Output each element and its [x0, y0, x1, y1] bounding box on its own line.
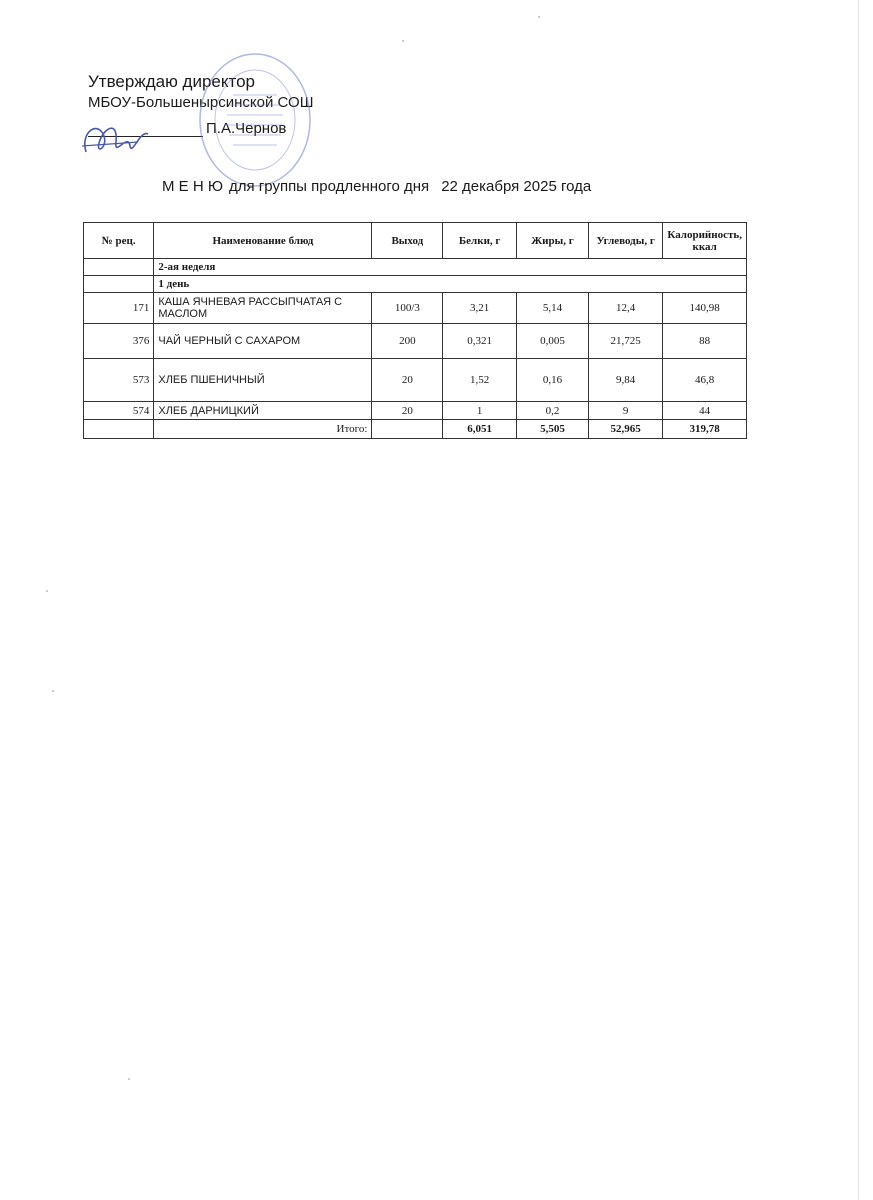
total-output-blank: [372, 420, 443, 439]
total-label: Итого:: [154, 420, 372, 439]
dish-protein: 1: [443, 402, 517, 420]
scan-speck: [52, 690, 54, 692]
scan-speck: [46, 590, 48, 592]
dish-carbs: 9,84: [588, 359, 662, 402]
header-output: Выход: [372, 223, 443, 259]
approval-title: Утверждаю директор: [88, 72, 256, 91]
recipe-no: 573: [84, 359, 154, 402]
total-protein: 6,051: [443, 420, 517, 439]
dish-carbs: 9: [588, 402, 662, 420]
title-date: 22 декабря 2025 года: [441, 178, 592, 195]
dish-fat: 0,16: [517, 359, 589, 402]
table-row: [84, 293, 747, 324]
day-row-blank: [84, 276, 154, 293]
dish-output: 20: [372, 359, 443, 402]
header-protein: Белки, г: [443, 223, 517, 259]
recipe-no: 376: [84, 324, 154, 359]
dish-kcal: 88: [663, 324, 747, 359]
dish-output: 100/3: [372, 293, 443, 324]
total-fat: 5,505: [517, 420, 589, 439]
day-label: 1 день: [154, 276, 747, 293]
title-group: для группы продленного дня: [229, 178, 430, 195]
week-row-blank: [84, 259, 154, 276]
dish-fat: 0,2: [517, 402, 589, 420]
dish-fat: 0,005: [517, 324, 589, 359]
scan-edge: [858, 0, 859, 1200]
header-fat: Жиры, г: [517, 223, 589, 259]
total-kcal: 319,78: [663, 420, 747, 439]
week-label: 2-ая неделя: [154, 259, 747, 276]
dish-kcal: 44: [663, 402, 747, 420]
table-header-row: [84, 223, 747, 259]
dish-name: КАША ЯЧНЕВАЯ РАССЫПЧАТАЯ С МАСЛОМ: [154, 293, 372, 324]
day-row: [84, 276, 747, 293]
dish-name: ХЛЕБ ПШЕНИЧНЫЙ: [154, 359, 372, 402]
header-kcal: Калорийность, ккал: [663, 223, 747, 259]
table-row: [84, 402, 747, 420]
dish-carbs: 21,725: [588, 324, 662, 359]
dish-fat: 5,14: [517, 293, 589, 324]
table-row: [84, 359, 747, 402]
dish-output: 20: [372, 402, 443, 420]
approval-director-name: П.А.Чернов: [206, 120, 287, 137]
recipe-no: 171: [84, 293, 154, 324]
scan-speck: [538, 16, 540, 18]
dish-name: ХЛЕБ ДАРНИЦКИЙ: [154, 402, 372, 420]
dish-name: ЧАЙ ЧЕРНЫЙ С САХАРОМ: [154, 324, 372, 359]
header-dish-name: Наименование блюд: [154, 223, 372, 259]
header-recipe-no: № рец.: [84, 223, 154, 259]
dish-protein: 3,21: [443, 293, 517, 324]
dish-protein: 1,52: [443, 359, 517, 402]
dish-kcal: 46,8: [663, 359, 747, 402]
school-stamp-icon: [195, 50, 313, 190]
approval-school: МБОУ-Большенырсинской СОШ: [88, 94, 314, 111]
dish-protein: 0,321: [443, 324, 517, 359]
week-row: [84, 259, 747, 276]
menu-table: [83, 222, 747, 439]
signature-icon: [78, 112, 158, 172]
total-row: [84, 420, 747, 439]
table-row: [84, 324, 747, 359]
dish-kcal: 140,98: [663, 293, 747, 324]
dish-carbs: 12,4: [588, 293, 662, 324]
page-title: [162, 178, 591, 195]
total-carbs: 52,965: [588, 420, 662, 439]
recipe-no: 574: [84, 402, 154, 420]
scan-speck: [402, 40, 404, 42]
header-carbs: Углеводы, г: [588, 223, 662, 259]
total-blank: [84, 420, 154, 439]
scan-speck: [128, 1078, 130, 1080]
dish-output: 200: [372, 324, 443, 359]
title-menu-word: М Е Н Ю: [162, 178, 223, 195]
